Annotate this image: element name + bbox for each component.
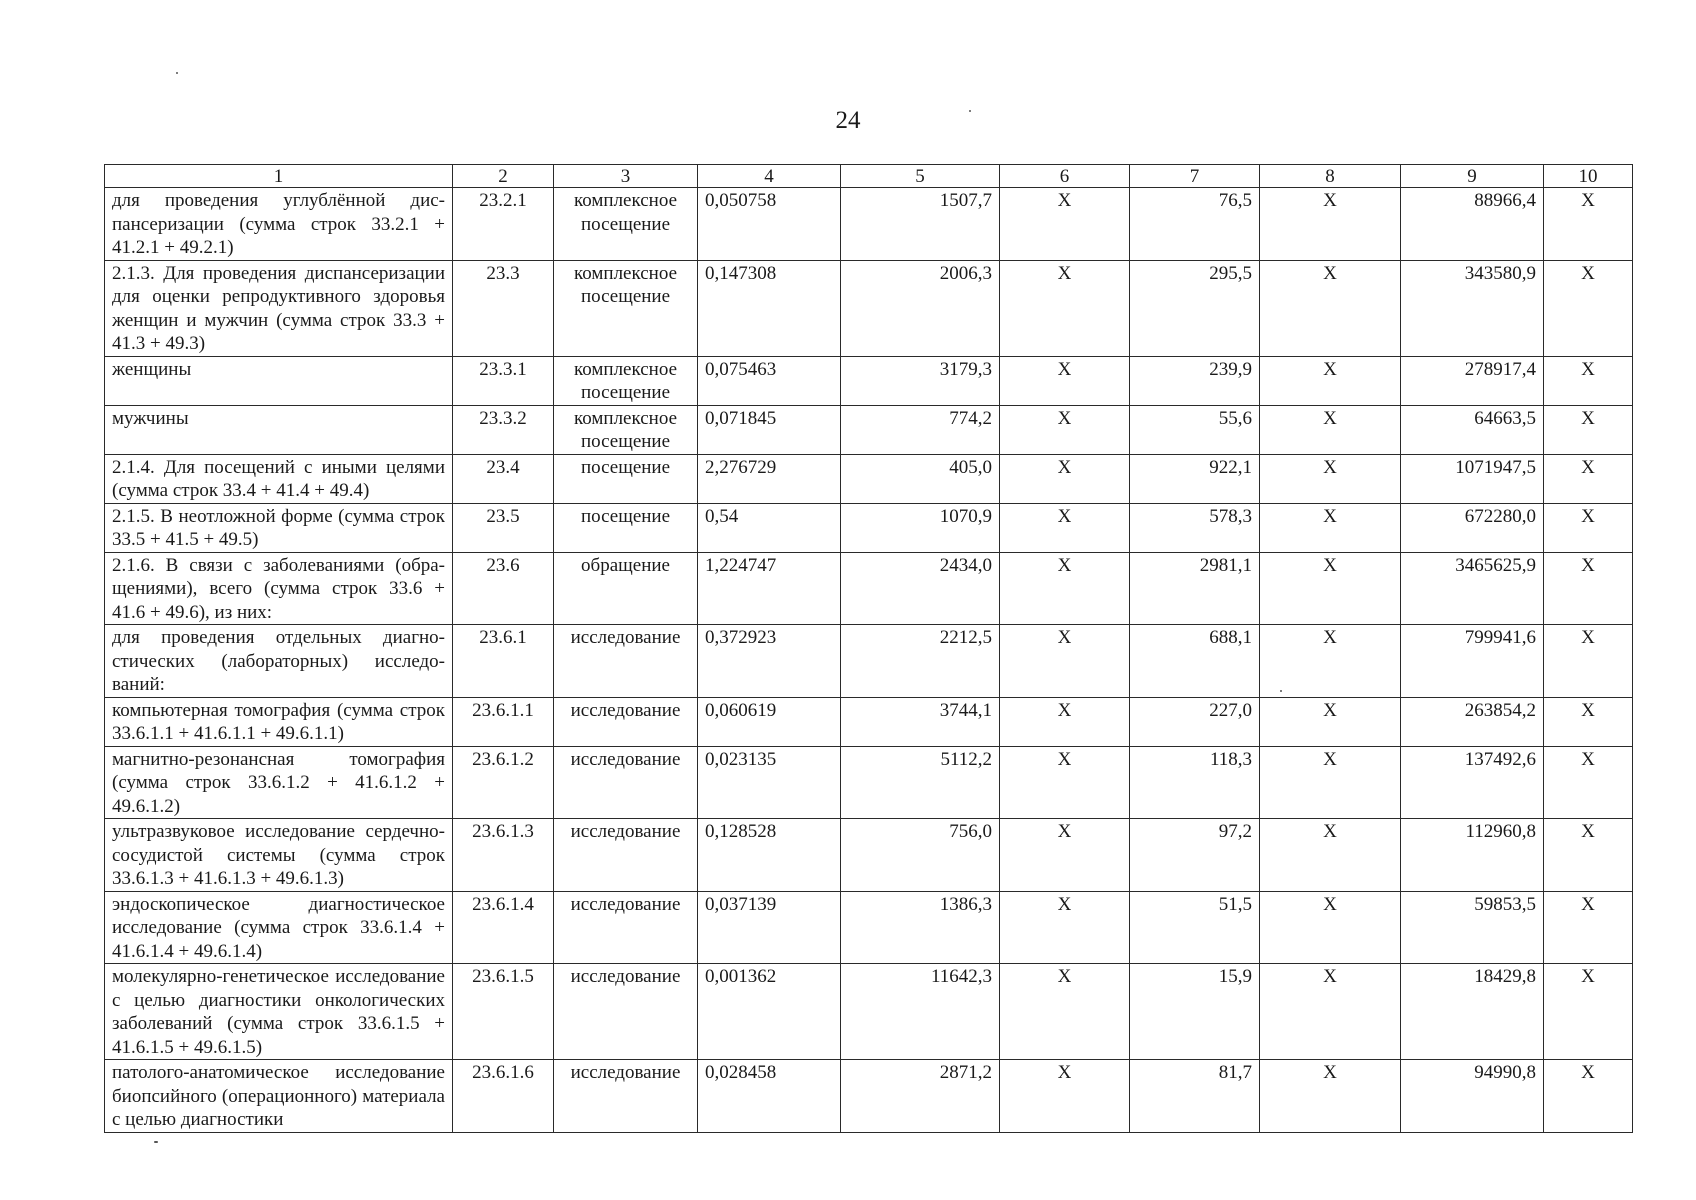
line-code: 23.3.2 bbox=[453, 405, 554, 454]
table-row bbox=[105, 552, 1633, 625]
row-label: молекулярно-генетическое исследование с целью диагностики онкологических заболеваний (сумма строк 33.6.1.5 + 41.6.1.5 + 49.6.1.5) bbox=[105, 964, 453, 1060]
unit-of-measure: исследование bbox=[554, 964, 698, 1060]
value-col-9: 1071947,5 bbox=[1401, 454, 1544, 503]
unit-of-measure: исследование bbox=[554, 1060, 698, 1133]
table-row bbox=[105, 405, 1633, 454]
row-label: компьютерная томография (сумма строк 33.6.1.1 + 41.6.1.1 + 49.6.1.1) bbox=[105, 697, 453, 746]
row-label: мужчины bbox=[105, 405, 453, 454]
value-col-5: 2871,2 bbox=[841, 1060, 1000, 1133]
value-col-9: 278917,4 bbox=[1401, 356, 1544, 405]
row-label: 2.1.4. Для посещений с иными целями (сумма строк 33.4 + 41.4 + 49.4) bbox=[105, 454, 453, 503]
unit-of-measure: исследование bbox=[554, 891, 698, 964]
value-col-9: 94990,8 bbox=[1401, 1060, 1544, 1133]
value-col-10: X bbox=[1544, 405, 1633, 454]
value-col-10: X bbox=[1544, 819, 1633, 892]
unit-of-measure: посещение bbox=[554, 503, 698, 552]
row-label: женщины bbox=[105, 356, 453, 405]
value-col-10: X bbox=[1544, 356, 1633, 405]
value-col-5: 1386,3 bbox=[841, 891, 1000, 964]
value-col-5: 2212,5 bbox=[841, 625, 1000, 698]
value-col-5: 3179,3 bbox=[841, 356, 1000, 405]
value-col-7: 2981,1 bbox=[1130, 552, 1260, 625]
column-header: 2 bbox=[453, 165, 554, 188]
unit-of-measure: комплексное посещение bbox=[554, 188, 698, 261]
value-col-8: X bbox=[1260, 552, 1401, 625]
value-col-9: 799941,6 bbox=[1401, 625, 1544, 698]
line-code: 23.6.1.6 bbox=[453, 1060, 554, 1133]
value-col-8: X bbox=[1260, 697, 1401, 746]
value-col-6: X bbox=[1000, 891, 1130, 964]
value-col-5: 11642,3 bbox=[841, 964, 1000, 1060]
unit-of-measure: обращение bbox=[554, 552, 698, 625]
value-col-9: 112960,8 bbox=[1401, 819, 1544, 892]
value-col-7: 295,5 bbox=[1130, 260, 1260, 356]
value-col-6: X bbox=[1000, 819, 1130, 892]
line-code: 23.4 bbox=[453, 454, 554, 503]
value-col-8: X bbox=[1260, 260, 1401, 356]
value-col-8: X bbox=[1260, 405, 1401, 454]
column-header: 6 bbox=[1000, 165, 1130, 188]
line-code: 23.5 bbox=[453, 503, 554, 552]
column-header: 8 bbox=[1260, 165, 1401, 188]
value-col-10: X bbox=[1544, 891, 1633, 964]
value-col-4: 0,037139 bbox=[698, 891, 841, 964]
value-col-5: 3744,1 bbox=[841, 697, 1000, 746]
value-col-6: X bbox=[1000, 260, 1130, 356]
table-row bbox=[105, 891, 1633, 964]
value-col-7: 227,0 bbox=[1130, 697, 1260, 746]
table-row bbox=[105, 1060, 1633, 1133]
row-label: 2.1.3. Для проведения диспансеризации для оценки репродуктивного здоровья женщин и мужчин (сумма строк 33.3 + 41.3 + 49.3) bbox=[105, 260, 453, 356]
value-col-6: X bbox=[1000, 356, 1130, 405]
value-col-8: X bbox=[1260, 746, 1401, 819]
row-label: ультразвуковое исследование сердечно-сосудистой системы (сумма строк 33.6.1.3 + 41.6.1.3 + 49.6.1.3) bbox=[105, 819, 453, 892]
line-code: 23.6.1.1 bbox=[453, 697, 554, 746]
value-col-10: X bbox=[1544, 964, 1633, 1060]
value-col-5: 2434,0 bbox=[841, 552, 1000, 625]
line-code: 23.6.1.4 bbox=[453, 891, 554, 964]
value-col-5: 1507,7 bbox=[841, 188, 1000, 261]
row-label: патолого-анатомическое исследование биопсийного (операционного) материала с целью диагностики bbox=[105, 1060, 453, 1133]
scan-speck bbox=[969, 110, 971, 112]
value-col-10: X bbox=[1544, 552, 1633, 625]
value-col-6: X bbox=[1000, 964, 1130, 1060]
value-col-4: 0,372923 bbox=[698, 625, 841, 698]
data-table bbox=[104, 164, 1633, 1133]
table-row bbox=[105, 503, 1633, 552]
table-row bbox=[105, 260, 1633, 356]
value-col-8: X bbox=[1260, 454, 1401, 503]
value-col-9: 137492,6 bbox=[1401, 746, 1544, 819]
value-col-4: 0,071845 bbox=[698, 405, 841, 454]
value-col-7: 97,2 bbox=[1130, 819, 1260, 892]
scan-speck bbox=[154, 1141, 158, 1143]
unit-of-measure: комплексное посещение bbox=[554, 260, 698, 356]
unit-of-measure: посещение bbox=[554, 454, 698, 503]
value-col-7: 76,5 bbox=[1130, 188, 1260, 261]
line-code: 23.2.1 bbox=[453, 188, 554, 261]
page-number: 24 bbox=[835, 107, 861, 134]
row-label: 2.1.5. В неотложной форме (сумма строк 33.5 + 41.5 + 49.5) bbox=[105, 503, 453, 552]
value-col-8: X bbox=[1260, 356, 1401, 405]
value-col-5: 2006,3 bbox=[841, 260, 1000, 356]
column-header: 4 bbox=[698, 165, 841, 188]
value-col-6: X bbox=[1000, 405, 1130, 454]
scan-speck bbox=[176, 72, 178, 74]
value-col-9: 343580,9 bbox=[1401, 260, 1544, 356]
value-col-4: 0,075463 bbox=[698, 356, 841, 405]
value-col-8: X bbox=[1260, 503, 1401, 552]
value-col-9: 3465625,9 bbox=[1401, 552, 1544, 625]
value-col-9: 59853,5 bbox=[1401, 891, 1544, 964]
table-row bbox=[105, 188, 1633, 261]
line-code: 23.6 bbox=[453, 552, 554, 625]
value-col-9: 263854,2 bbox=[1401, 697, 1544, 746]
line-code: 23.3.1 bbox=[453, 356, 554, 405]
value-col-4: 0,060619 bbox=[698, 697, 841, 746]
value-col-6: X bbox=[1000, 625, 1130, 698]
value-col-4: 0,050758 bbox=[698, 188, 841, 261]
value-col-4: 0,54 bbox=[698, 503, 841, 552]
value-col-7: 688,1 bbox=[1130, 625, 1260, 698]
table-row bbox=[105, 697, 1633, 746]
value-col-7: 81,7 bbox=[1130, 1060, 1260, 1133]
table-row bbox=[105, 819, 1633, 892]
line-code: 23.6.1 bbox=[453, 625, 554, 698]
value-col-5: 756,0 bbox=[841, 819, 1000, 892]
value-col-10: X bbox=[1544, 503, 1633, 552]
row-label: для проведения отдельных диагностических (лабораторных) исследований: bbox=[105, 625, 453, 698]
value-col-4: 2,276729 bbox=[698, 454, 841, 503]
value-col-10: X bbox=[1544, 454, 1633, 503]
value-col-4: 1,224747 bbox=[698, 552, 841, 625]
column-header: 7 bbox=[1130, 165, 1260, 188]
value-col-7: 55,6 bbox=[1130, 405, 1260, 454]
value-col-10: X bbox=[1544, 1060, 1633, 1133]
value-col-4: 0,128528 bbox=[698, 819, 841, 892]
value-col-8: X bbox=[1260, 964, 1401, 1060]
column-header: 9 bbox=[1401, 165, 1544, 188]
value-col-5: 1070,9 bbox=[841, 503, 1000, 552]
value-col-6: X bbox=[1000, 188, 1130, 261]
table-row bbox=[105, 356, 1633, 405]
unit-of-measure: комплексное посещение bbox=[554, 356, 698, 405]
value-col-8: X bbox=[1260, 891, 1401, 964]
value-col-5: 405,0 bbox=[841, 454, 1000, 503]
column-header: 10 bbox=[1544, 165, 1633, 188]
row-label: магнитно-резонансная томография (сумма строк 33.6.1.2 + 41.6.1.2 + 49.6.1.2) bbox=[105, 746, 453, 819]
value-col-4: 0,023135 bbox=[698, 746, 841, 819]
value-col-6: X bbox=[1000, 552, 1130, 625]
table-row bbox=[105, 746, 1633, 819]
value-col-7: 239,9 bbox=[1130, 356, 1260, 405]
line-code: 23.3 bbox=[453, 260, 554, 356]
unit-of-measure: исследование bbox=[554, 697, 698, 746]
unit-of-measure: комплексное посещение bbox=[554, 405, 698, 454]
unit-of-measure: исследование bbox=[554, 819, 698, 892]
table-row bbox=[105, 454, 1633, 503]
value-col-8: X bbox=[1260, 1060, 1401, 1133]
column-header: 3 bbox=[554, 165, 698, 188]
value-col-5: 5112,2 bbox=[841, 746, 1000, 819]
value-col-9: 18429,8 bbox=[1401, 964, 1544, 1060]
table-row bbox=[105, 625, 1633, 698]
value-col-6: X bbox=[1000, 454, 1130, 503]
row-label: 2.1.6. В связи с заболеваниями (обращениями), всего (сумма строк 33.6 + 41.6 + 49.6), из них: bbox=[105, 552, 453, 625]
value-col-10: X bbox=[1544, 697, 1633, 746]
value-col-7: 922,1 bbox=[1130, 454, 1260, 503]
line-code: 23.6.1.5 bbox=[453, 964, 554, 1060]
value-col-10: X bbox=[1544, 746, 1633, 819]
table-row bbox=[105, 964, 1633, 1060]
value-col-9: 64663,5 bbox=[1401, 405, 1544, 454]
line-code: 23.6.1.3 bbox=[453, 819, 554, 892]
row-label: эндоскопическое диагностическое исследование (сумма строк 33.6.1.4 + 41.6.1.4 + 49.6.1.4) bbox=[105, 891, 453, 964]
value-col-10: X bbox=[1544, 260, 1633, 356]
value-col-8: X bbox=[1260, 625, 1401, 698]
column-number-header-row bbox=[105, 165, 1633, 188]
value-col-7: 15,9 bbox=[1130, 964, 1260, 1060]
value-col-6: X bbox=[1000, 503, 1130, 552]
value-col-4: 0,001362 bbox=[698, 964, 841, 1060]
column-header: 1 bbox=[105, 165, 453, 188]
value-col-7: 118,3 bbox=[1130, 746, 1260, 819]
unit-of-measure: исследование bbox=[554, 746, 698, 819]
value-col-10: X bbox=[1544, 625, 1633, 698]
value-col-6: X bbox=[1000, 1060, 1130, 1133]
value-col-9: 88966,4 bbox=[1401, 188, 1544, 261]
value-col-6: X bbox=[1000, 697, 1130, 746]
line-code: 23.6.1.2 bbox=[453, 746, 554, 819]
value-col-7: 51,5 bbox=[1130, 891, 1260, 964]
value-col-4: 0,147308 bbox=[698, 260, 841, 356]
value-col-5: 774,2 bbox=[841, 405, 1000, 454]
value-col-9: 672280,0 bbox=[1401, 503, 1544, 552]
value-col-4: 0,028458 bbox=[698, 1060, 841, 1133]
column-header: 5 bbox=[841, 165, 1000, 188]
row-label: для проведения углублённой диспансеризации (сумма строк 33.2.1 + 41.2.1 + 49.2.1) bbox=[105, 188, 453, 261]
unit-of-measure: исследование bbox=[554, 625, 698, 698]
value-col-10: X bbox=[1544, 188, 1633, 261]
value-col-8: X bbox=[1260, 819, 1401, 892]
value-col-7: 578,3 bbox=[1130, 503, 1260, 552]
value-col-8: X bbox=[1260, 188, 1401, 261]
value-col-6: X bbox=[1000, 746, 1130, 819]
